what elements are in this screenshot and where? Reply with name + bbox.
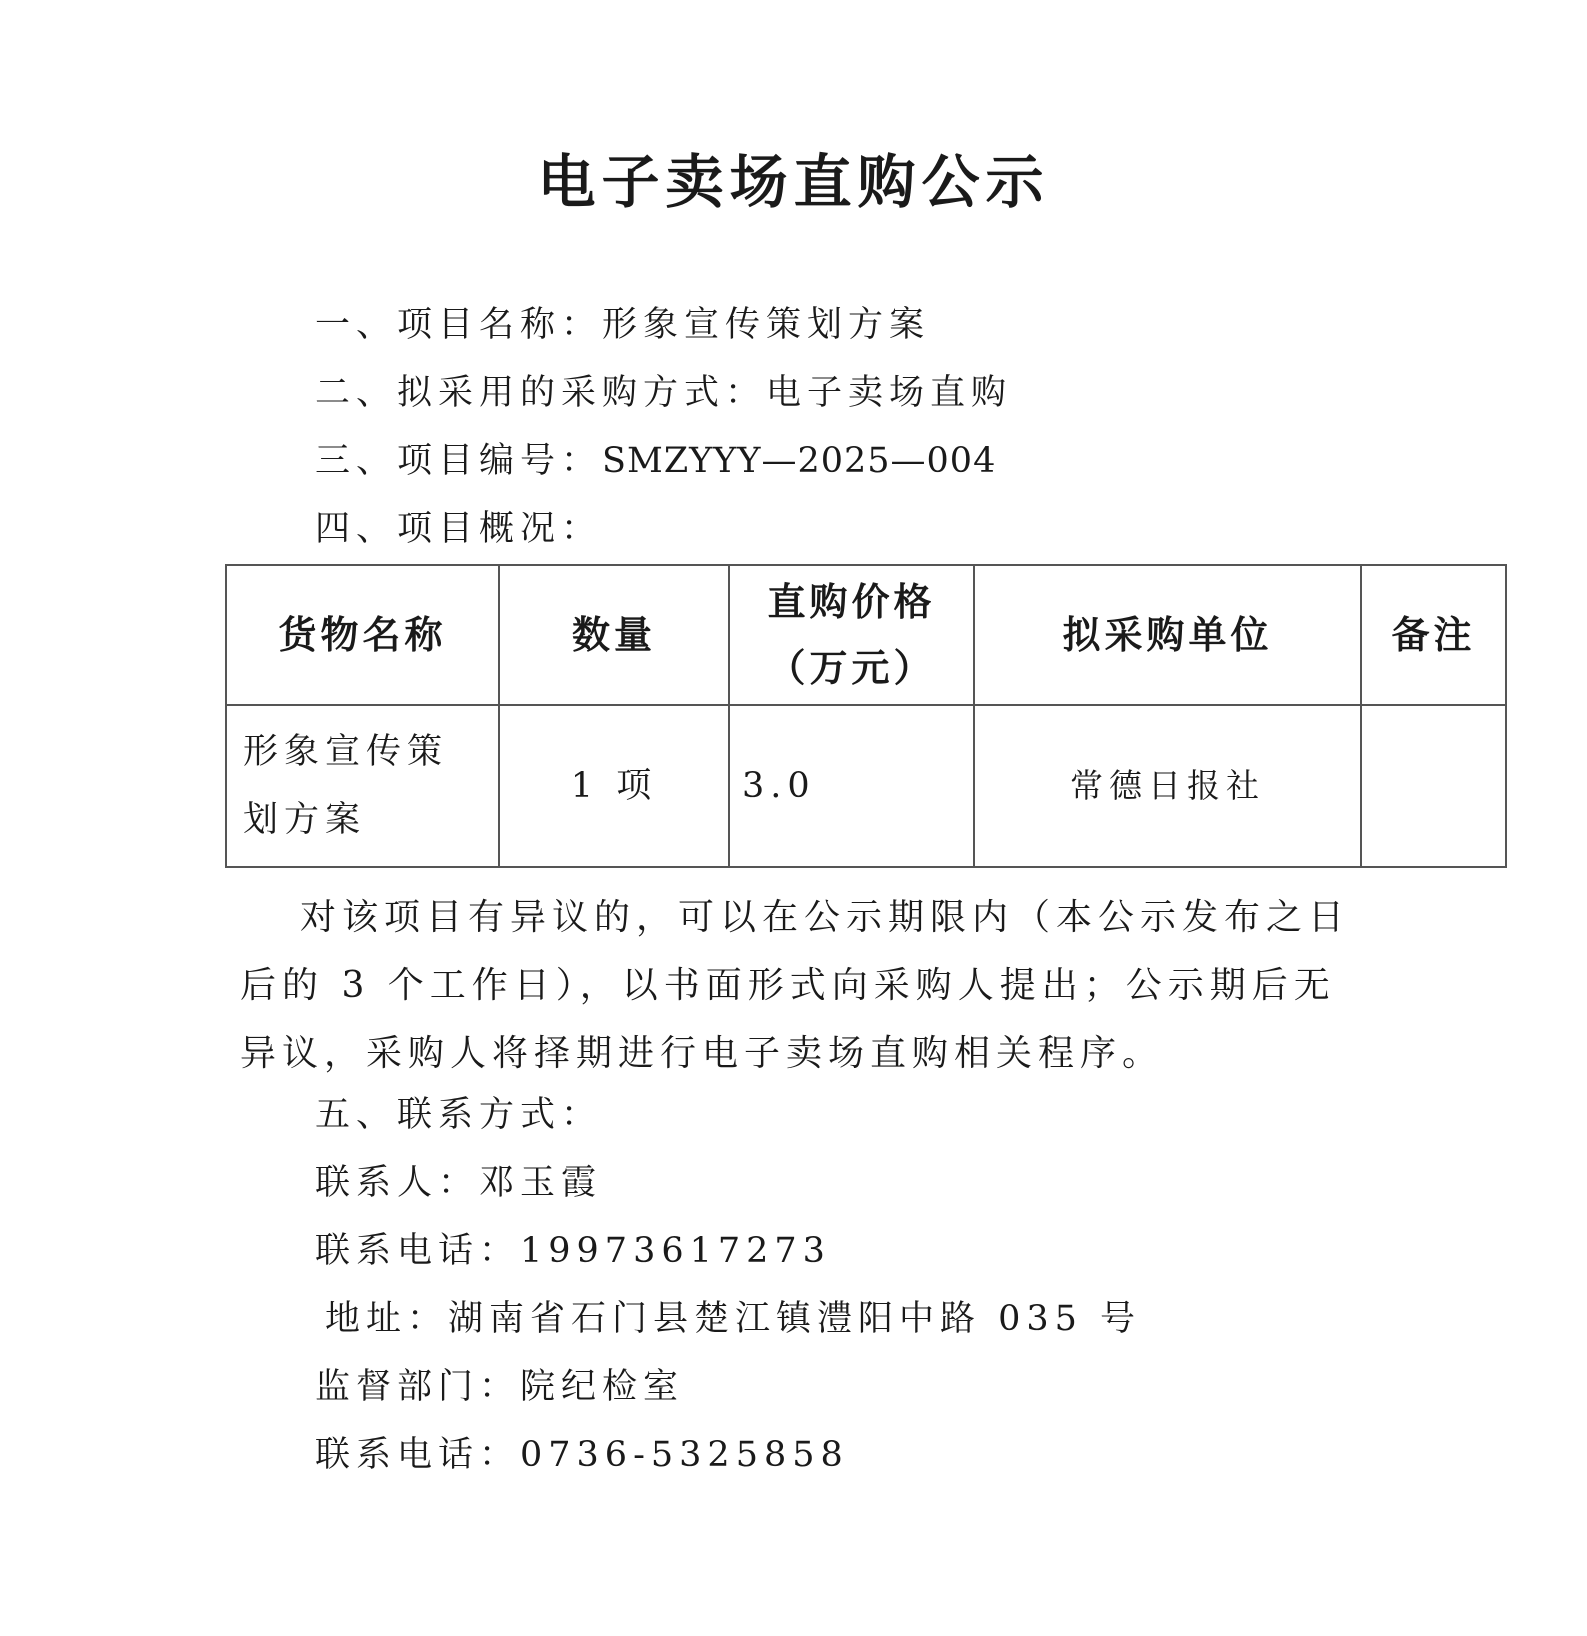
- project-number-label: 三、项目编号：: [315, 441, 603, 481]
- table-header-row: [226, 565, 1506, 705]
- supervisor-phone: 联系电话：0736-5325858: [315, 1435, 849, 1475]
- goods-table: [225, 564, 1507, 868]
- header-quantity: 数量: [499, 565, 729, 705]
- header-price-line1: 直购价格: [767, 580, 936, 624]
- project-code: SMZYYY—2025—004: [602, 441, 997, 481]
- cell-goods-name-line1: 形象宣传策: [243, 732, 449, 772]
- project-number-line: [315, 436, 996, 486]
- objection-paragraph: 对该项目有异议的，可以在公示期限内（本公示发布之日后的 3 个工作日），以书面形式向采购人提出；公示期后无异议，采购人将择期进行电子卖场直购相关程序。: [240, 897, 1351, 1074]
- header-price: [729, 565, 974, 705]
- supervising-department: 监督部门：院纪检室: [315, 1367, 685, 1407]
- header-price-line2: （万元）: [767, 646, 936, 690]
- cell-quantity: 1 项: [499, 705, 729, 867]
- table-row: [226, 705, 1506, 867]
- header-goods-name: 货物名称: [226, 565, 499, 705]
- cell-price: 3.0: [729, 705, 974, 867]
- contact-address: 地址：湖南省石门县楚江镇澧阳中路 035 号: [325, 1299, 1142, 1339]
- contact-person: 联系人：邓玉霞: [315, 1163, 603, 1203]
- header-buyer: 拟采购单位: [974, 565, 1361, 705]
- cell-goods-name-line2: 划方案: [243, 800, 367, 840]
- contact-phone: 联系电话：19973617273: [315, 1231, 831, 1271]
- cell-buyer: 常德日报社: [974, 705, 1361, 867]
- procurement-method-line: 二、拟采用的采购方式：电子卖场直购: [315, 373, 1013, 413]
- cell-goods-name: [226, 705, 499, 867]
- page-title: 电子卖场直购公示: [537, 148, 1050, 216]
- project-name-line: 一、项目名称：形象宣传策划方案: [315, 305, 931, 345]
- project-overview-line: 四、项目概况：: [315, 509, 603, 549]
- header-remark: 备注: [1361, 565, 1506, 705]
- cell-remark: [1361, 705, 1506, 867]
- contact-heading: 五、联系方式：: [315, 1095, 603, 1135]
